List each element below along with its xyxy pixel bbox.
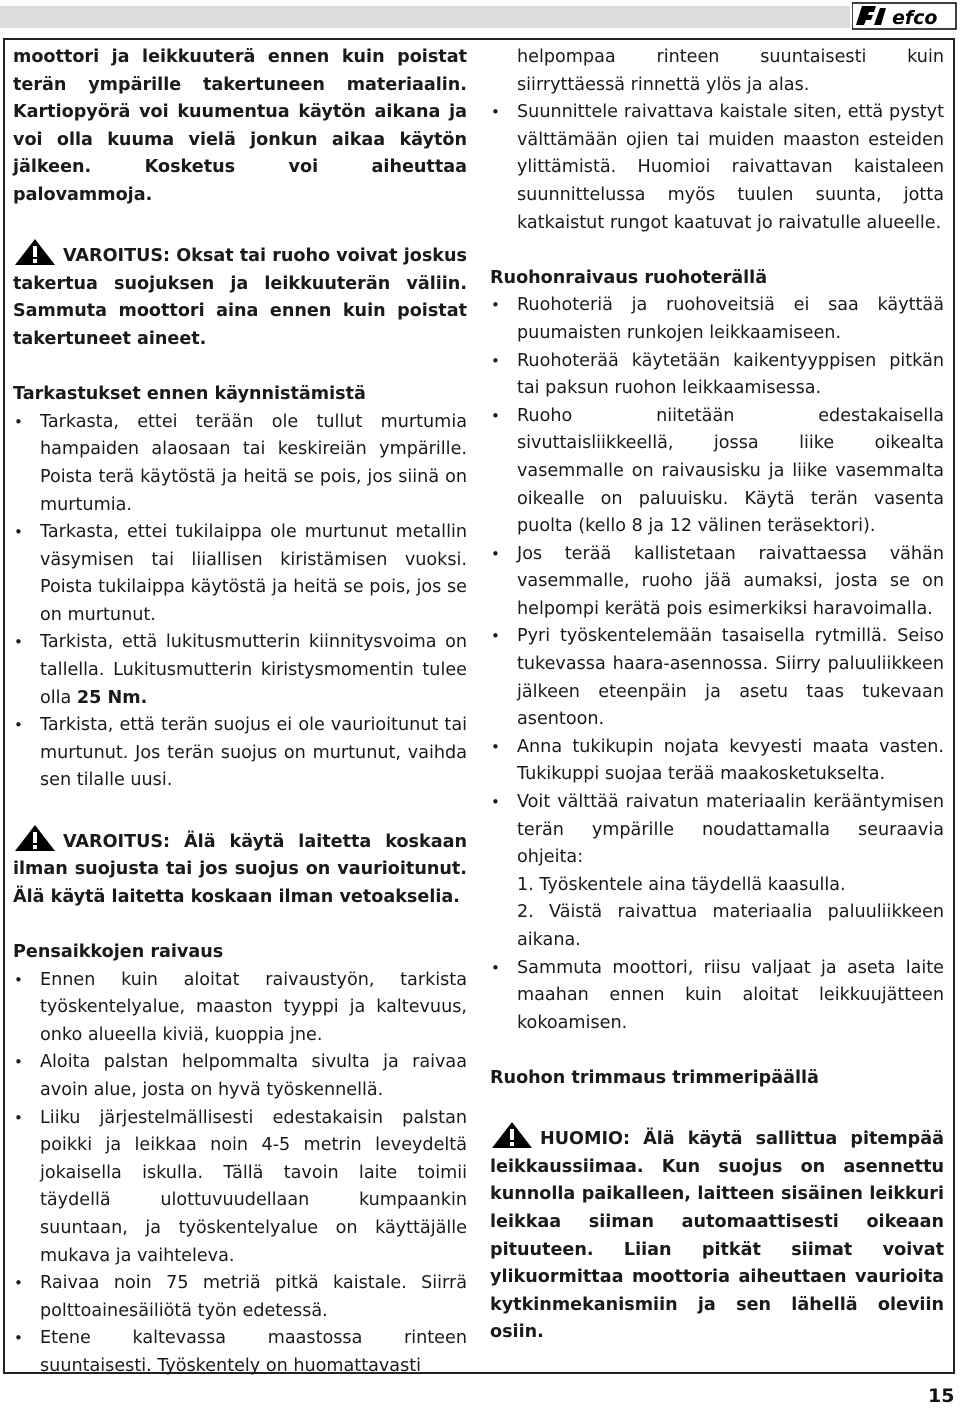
section-title-brush: Pensaikkojen raivaus	[13, 942, 224, 962]
list-item: • Suunnittele raivattava kaistale siten, että pystyt välttämään ojien tai muiden maaston esteiden ylittämistä. Huomioi raivattavan kaistaleen suunnittelussa myös tuulen suunta, jotta katkaistut rungot kaatuvat jo raivatulle alueelle.	[491, 102, 944, 233]
checks-list	[13, 409, 467, 795]
list-item: • Tarkista, että lukitusmutterin kiinnitysvoima on tallella. Lukitusmutterin kiristysmomentin tulee olla 25 Nm.	[14, 632, 467, 708]
warning-triangle-icon	[490, 1120, 534, 1150]
left-column	[13, 44, 467, 1381]
right-column	[490, 44, 944, 1347]
list-item: • Anna tukikupin nojata kevyesti maata vasten. Tukikuppi suojaa terää maakosketukselta.	[491, 736, 944, 785]
notice-line-length	[490, 1120, 944, 1347]
torque-value: 25 Nm.	[76, 687, 148, 708]
list-item: • Ruohoterää käytetään kaikentyyppisen pitkän tai paksun ruohon leikkaamisessa.	[491, 350, 944, 399]
warning-guard	[13, 823, 467, 912]
list-item: • Sammuta moottori, riisu valjaat ja aseta laite maahan ennen kuin aloitat leikkuujätteen kokoamisen.	[491, 957, 944, 1033]
intro-paragraph: moottori ja leikkuuterä ennen kuin poistat terän ympärille takertuneen materiaalin. Kartiopyörä voi kuumentua käytön aikana ja voi olla kuuma vielä jonkun aikaa käytön jälkeen. Kosketus voi aiheuttaa palovammoja.	[13, 47, 467, 205]
list-item: • Pyri työskentelemään tasaisella rytmillä. Seiso tukevassa haara-asennossa. Siirry paluuliikkeen jälkeen eteenpäin ja asetu taas tukevaan asentoon.	[491, 626, 944, 730]
section-title-grass: Ruohonraivaus ruohoterällä	[490, 267, 768, 288]
list-item: • Jos terää kallistetaan raivattaessa vähän vasemmalle, ruoho jää aumaksi, josta se on helpompi kerätä pois esimerkiksi haravoimalla.	[491, 543, 944, 619]
list-item: • Tarkasta, ettei tukilaippa ole murtunut metallin väsymisen tai liiallisen kiristämisen vuoksi. Poista tukilaippa käytöstä ja heitä se pois, jos se on murtunut.	[14, 522, 467, 625]
sub-item: 1. Työskentele aina täydellä kaasulla.	[517, 874, 846, 895]
continuation-text: helpompaa rinteen suuntaisesti kuin siirryttäessä rinnettä ylös ja alas.	[517, 47, 944, 95]
header-bar	[0, 6, 850, 28]
notice-line-length-text: HUOMIO: Älä käytä sallittua pitempää leikkaussiimaa. Kun suojus on asennettu kunnolla paikalleen, laitteen sisäinen leikkuri leikkaa siiman automaattisesti oikeaan pituuteen. Liian pitkät siimat voivat ylikuormittaa moottoria aiheuttaen vaurioita kytkinmekanismiin ja sen lähellä oleviin osiin.	[490, 1129, 944, 1343]
section-title-trimmer: Ruohon trimmaus trimmeripäällä	[490, 1067, 819, 1088]
list-item: • Ruohoteriä ja ruohoveitsiä ei saa käyttää puumaisten runkojen leikkaamiseen.	[491, 295, 944, 343]
page-number: 15	[928, 1385, 955, 1407]
warning-entanglement-text: VAROITUS: Oksat tai ruoho voivat joskus takertua suojuksen ja leikkuuterän väliin. Sammuta moottori aina ennen kuin poistat takertuneet aineet.	[13, 246, 467, 349]
warning-guard-text: VAROITUS: Älä käytä laitetta koskaan ilman suojusta tai jos suojus on vaurioitunut. Älä käytä laitetta koskaan ilman vetoakselia.	[13, 831, 467, 907]
shutdown-list	[490, 955, 944, 1038]
list-item: • Voit välttää raivatun materiaalin kerääntymisen terän ympärille noudattamalla seuraavia ohjeita:	[491, 792, 944, 868]
list-item: • Tarkista, että terän suojus ei ole vaurioitunut tai murtunut. Jos terän suojus on murtunut, vaihda sen tilalle uusi.	[14, 715, 467, 791]
list-item: • Raivaa noin 75 metriä pitkä kaistale. Siirrä polttoainesäiliötä työn edetessä.	[14, 1273, 467, 1321]
list-item: • Ruoho niitetään edestakaisella sivuttaisliikkeellä, jossa liike oikealta vasemmalle on raivausisku ja liike vasemmalta oikealle on paluuisku. Käytä terän vasenta puolta (kello 8 ja 12 välinen teräsektori).	[491, 405, 944, 537]
list-item: • Tarkasta, ettei terään ole tullut murtumia hampaiden alaosaan tai keskireiän ympärille. Poista terä käytöstä ja heitä se pois, jos siinä on murtumia.	[14, 411, 467, 515]
section-title-checks: Tarkastukset ennen käynnistämistä	[13, 384, 366, 405]
list-item: • Liiku järjestelmällisesti edestakaisin palstan poikki ja leikkaa noin 4-5 metrin leveydeltä jokaisella iskulla. Tällä tavoin laite toimii täydellä ulottuvuudellaan kumpaankin suuntaan, ja työskentelyalue on käyttäjälle mukava ja vaihteleva.	[14, 1107, 467, 1266]
plan-list	[490, 99, 944, 237]
sub-item: 2. Väistä raivattua materiaalia paluuliikkeen aikana.	[517, 902, 944, 950]
warning-entanglement	[13, 237, 467, 353]
grass-list	[490, 292, 944, 871]
list-item: • Aloita palstan helpommalta sivulta ja raivaa avoin alue, josta on hyvä työskennellä.	[14, 1052, 467, 1100]
list-item: • Etene kaltevassa maastossa rinteen suuntaisesti. Työskentely on huomattavasti	[14, 1328, 467, 1376]
warning-triangle-icon	[13, 823, 57, 853]
list-item: • Ennen kuin aloitat raivaustyön, tarkista työskentelyalue, maaston tyyppi ja kaltevuus, onko alueella kiviä, kuoppia jne.	[14, 969, 467, 1045]
efco-logo	[852, 1, 958, 31]
brush-list	[13, 967, 467, 1381]
warning-triangle-icon	[13, 237, 57, 267]
efco-logo-text: efco	[892, 7, 938, 29]
